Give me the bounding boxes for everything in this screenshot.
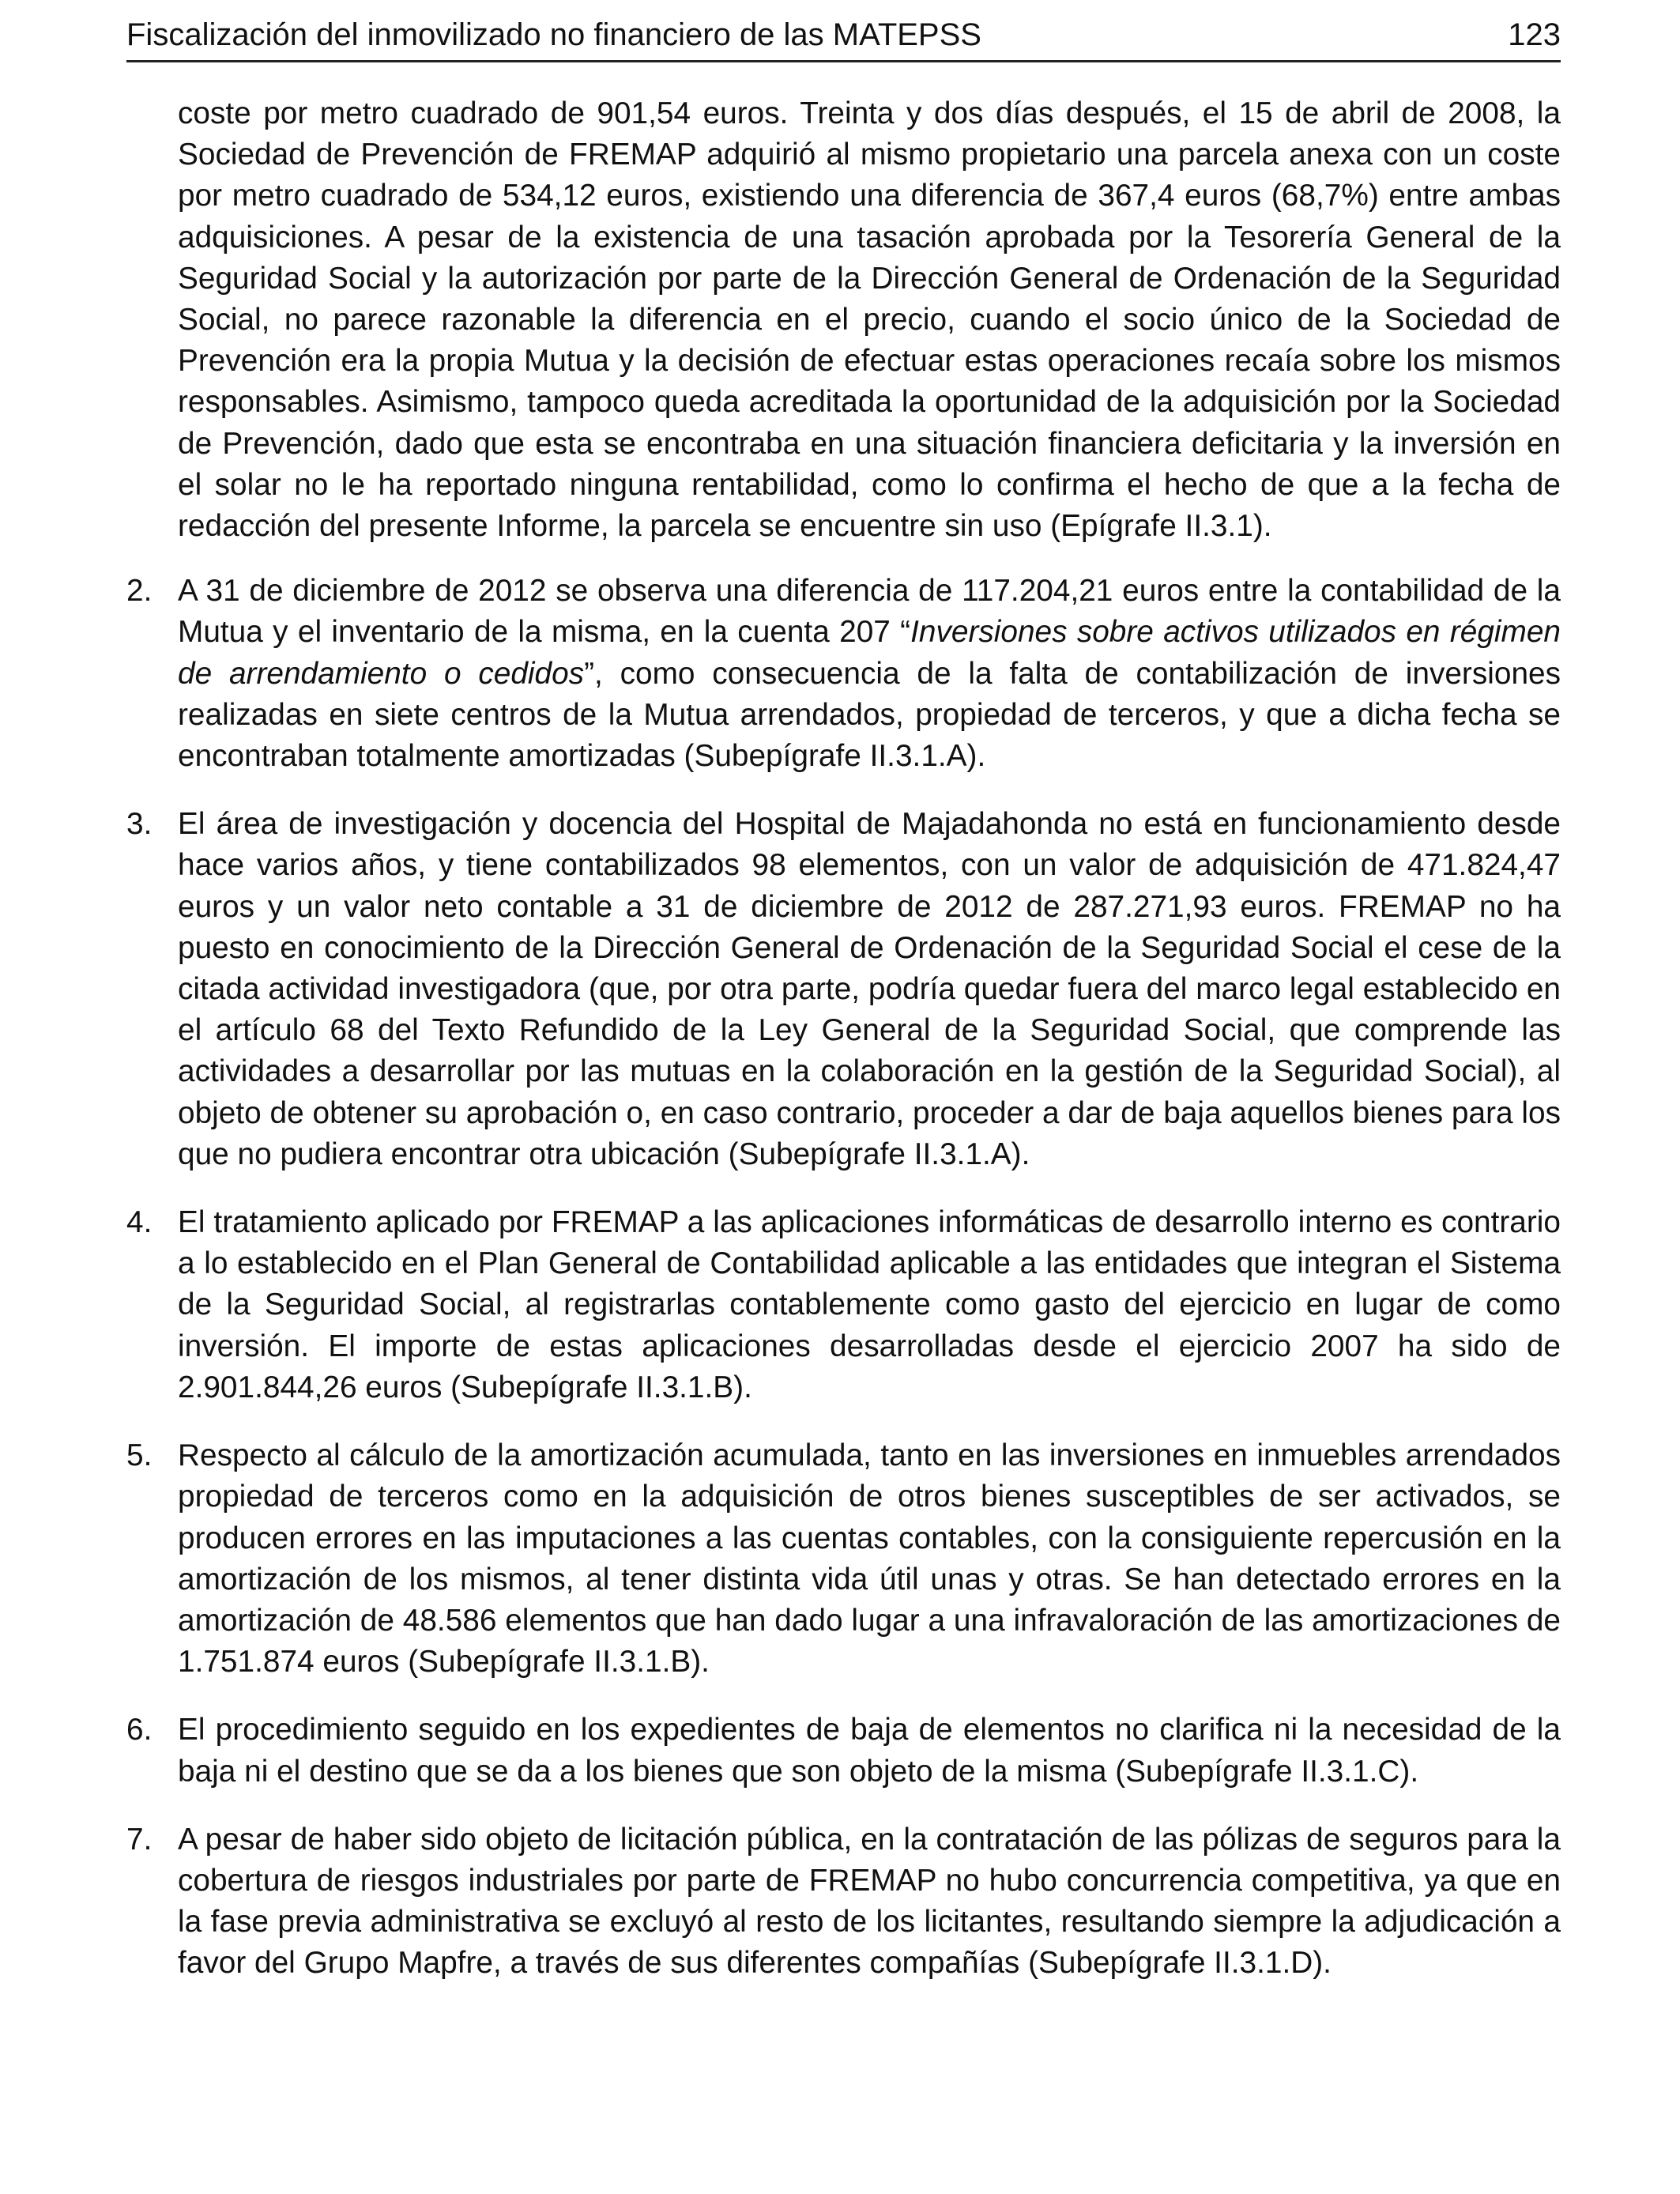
page-header <box>126 14 1561 62</box>
list-item <box>126 571 1561 777</box>
list-item <box>126 1435 1561 1683</box>
list-item-text-part: A 31 de diciembre de 2012 se observa una diferencia de 117.204,21 euros entre la contabilidad de la Mutua y el inventario de la misma, en la cuenta 207 “ <box>178 574 1561 650</box>
page-number: 123 <box>1508 17 1561 52</box>
list-item-number: 5. <box>126 1438 153 1473</box>
list-item <box>126 804 1561 1175</box>
list-item <box>126 1202 1561 1408</box>
list-item-number: 2. <box>126 574 153 609</box>
document-title: Fiscalización del inmovilizado no financiero de las MATEPSS <box>126 17 981 52</box>
list-item-number: 7. <box>126 1822 153 1857</box>
list-item-text: El tratamiento aplicado por FREMAP a las aplicaciones informáticas de desarrollo interno es contrario a lo establecido en el Plan General de Contabilidad aplicable a las entidades que integran el Sistema de la Seguridad Social, al registrarlas contablemente como gasto del ejercicio en lugar de como inversión. El importe de estas aplicaciones desarrolladas desde el ejercicio 2007 ha sido de 2.901.844,26 euros (Subepígrafe II.3.1.B). <box>178 1205 1561 1404</box>
list-item-text-part: ”, como consecuencia de la falta de contabilización de inversiones realizadas en siete centros de la Mutua arrendados, propiedad de terceros, y que a dicha fecha se encontraban totalmente amortizadas (Subepígrafe II.3.1.A). <box>178 656 1561 774</box>
document-body <box>126 93 1561 2011</box>
list-item-text: A pesar de haber sido objeto de licitación pública, en la contratación de las pólizas de seguros para la cobertura de riesgos industriales por parte de FREMAP no hubo concurrencia competitiva, ya que en la fase previa administrativa se excluyó al resto de los licitantes, resultando siempre la adjudicación a favor del Grupo Mapfre, a través de sus diferentes compañías (Subepígrafe II.3.1.D). <box>178 1822 1561 1981</box>
list-item-text: El área de investigación y docencia del Hospital de Majadahonda no está en funcionamiento desde hace varios años, y tiene contabilizados 98 elementos, con un valor de adquisición de 471.824,47 euros y un valor neto contable a 31 de diciembre de 2012 de 287.271,93 euros. FREMAP no ha puesto en conocimiento de la Dirección General de Ordenación de la Seguridad Social el cese de la citada actividad investigadora (que, por otra parte, podría quedar fuera del marco legal establecido en el artículo 68 del Texto Refundido de la Ley General de la Seguridad Social, que comprende las actividades a desarrollar por las mutuas en la colaboración en la gestión de la Seguridad Social), al objeto de obtener su aprobación o, en caso contrario, proceder a dar de baja aquellos bienes para los que no pudiera encontrar otra ubicación (Subepígrafe II.3.1.A). <box>178 807 1561 1171</box>
list-item-number: 3. <box>126 807 153 842</box>
account-name-italic: Inversiones sobre activos utilizados en régimen de arrendamiento o cedidos <box>178 615 1561 691</box>
intro-paragraph: coste por metro cuadrado de 901,54 euros. Treinta y dos días después, el 15 de abril de 2008, la Sociedad de Prevención de FREMAP adquirió al mismo propietario una parcela anexa con un coste por metro cuadrado de 534,12 euros, existiendo una diferencia de 367,4 euros (68,7%) entre ambas adquisiciones. A pesar de la existencia de una tasación aprobada por la Tesorería General de la Seguridad Social y la autorización por parte de la Dirección General de Ordenación de la Seguridad Social, no parece razonable la diferencia en el precio, cuando el socio único de la Sociedad de Prevención era la propia Mutua y la decisión de efectuar estas operaciones recaía sobre los mismos responsables. Asimismo, tampoco queda acreditada la oportunidad de la adquisición por la Sociedad de Prevención, dado que esta se encontraba en una situación financiera deficitaria y la inversión en el solar no le ha reportado ninguna rentabilidad, como lo confirma el hecho de que a la fecha de redacción del presente Informe, la parcela se encuentre sin uso (Epígrafe II.3.1). <box>178 96 1561 544</box>
list-item-text: Respecto al cálculo de la amortización acumulada, tanto en las inversiones en inmuebles arrendados propiedad de terceros como en la adquisición de otros bienes susceptibles de ser activados, se producen errores en las imputaciones a las cuentas contables, con la consiguiente repercusión en la amortización de los mismos, al tener distinta vida útil unas y otras. Se han detectado errores en la amortización de 48.586 elementos que han dado lugar a una infravaloración de las amortizaciones de 1.751.874 euros (Subepígrafe II.3.1.B). <box>178 1438 1561 1679</box>
list-item-number: 4. <box>126 1205 153 1240</box>
list-item <box>126 1710 1561 1792</box>
list-item-text <box>178 571 1561 777</box>
list-item <box>126 1819 1561 1985</box>
list-item-text: El procedimiento seguido en los expedientes de baja de elementos no clarifica ni la necesidad de la baja ni el destino que se da a los bienes que son objeto de la misma (Subepígrafe II.3.1.C). <box>178 1713 1561 1789</box>
list-item-number: 6. <box>126 1713 153 1747</box>
